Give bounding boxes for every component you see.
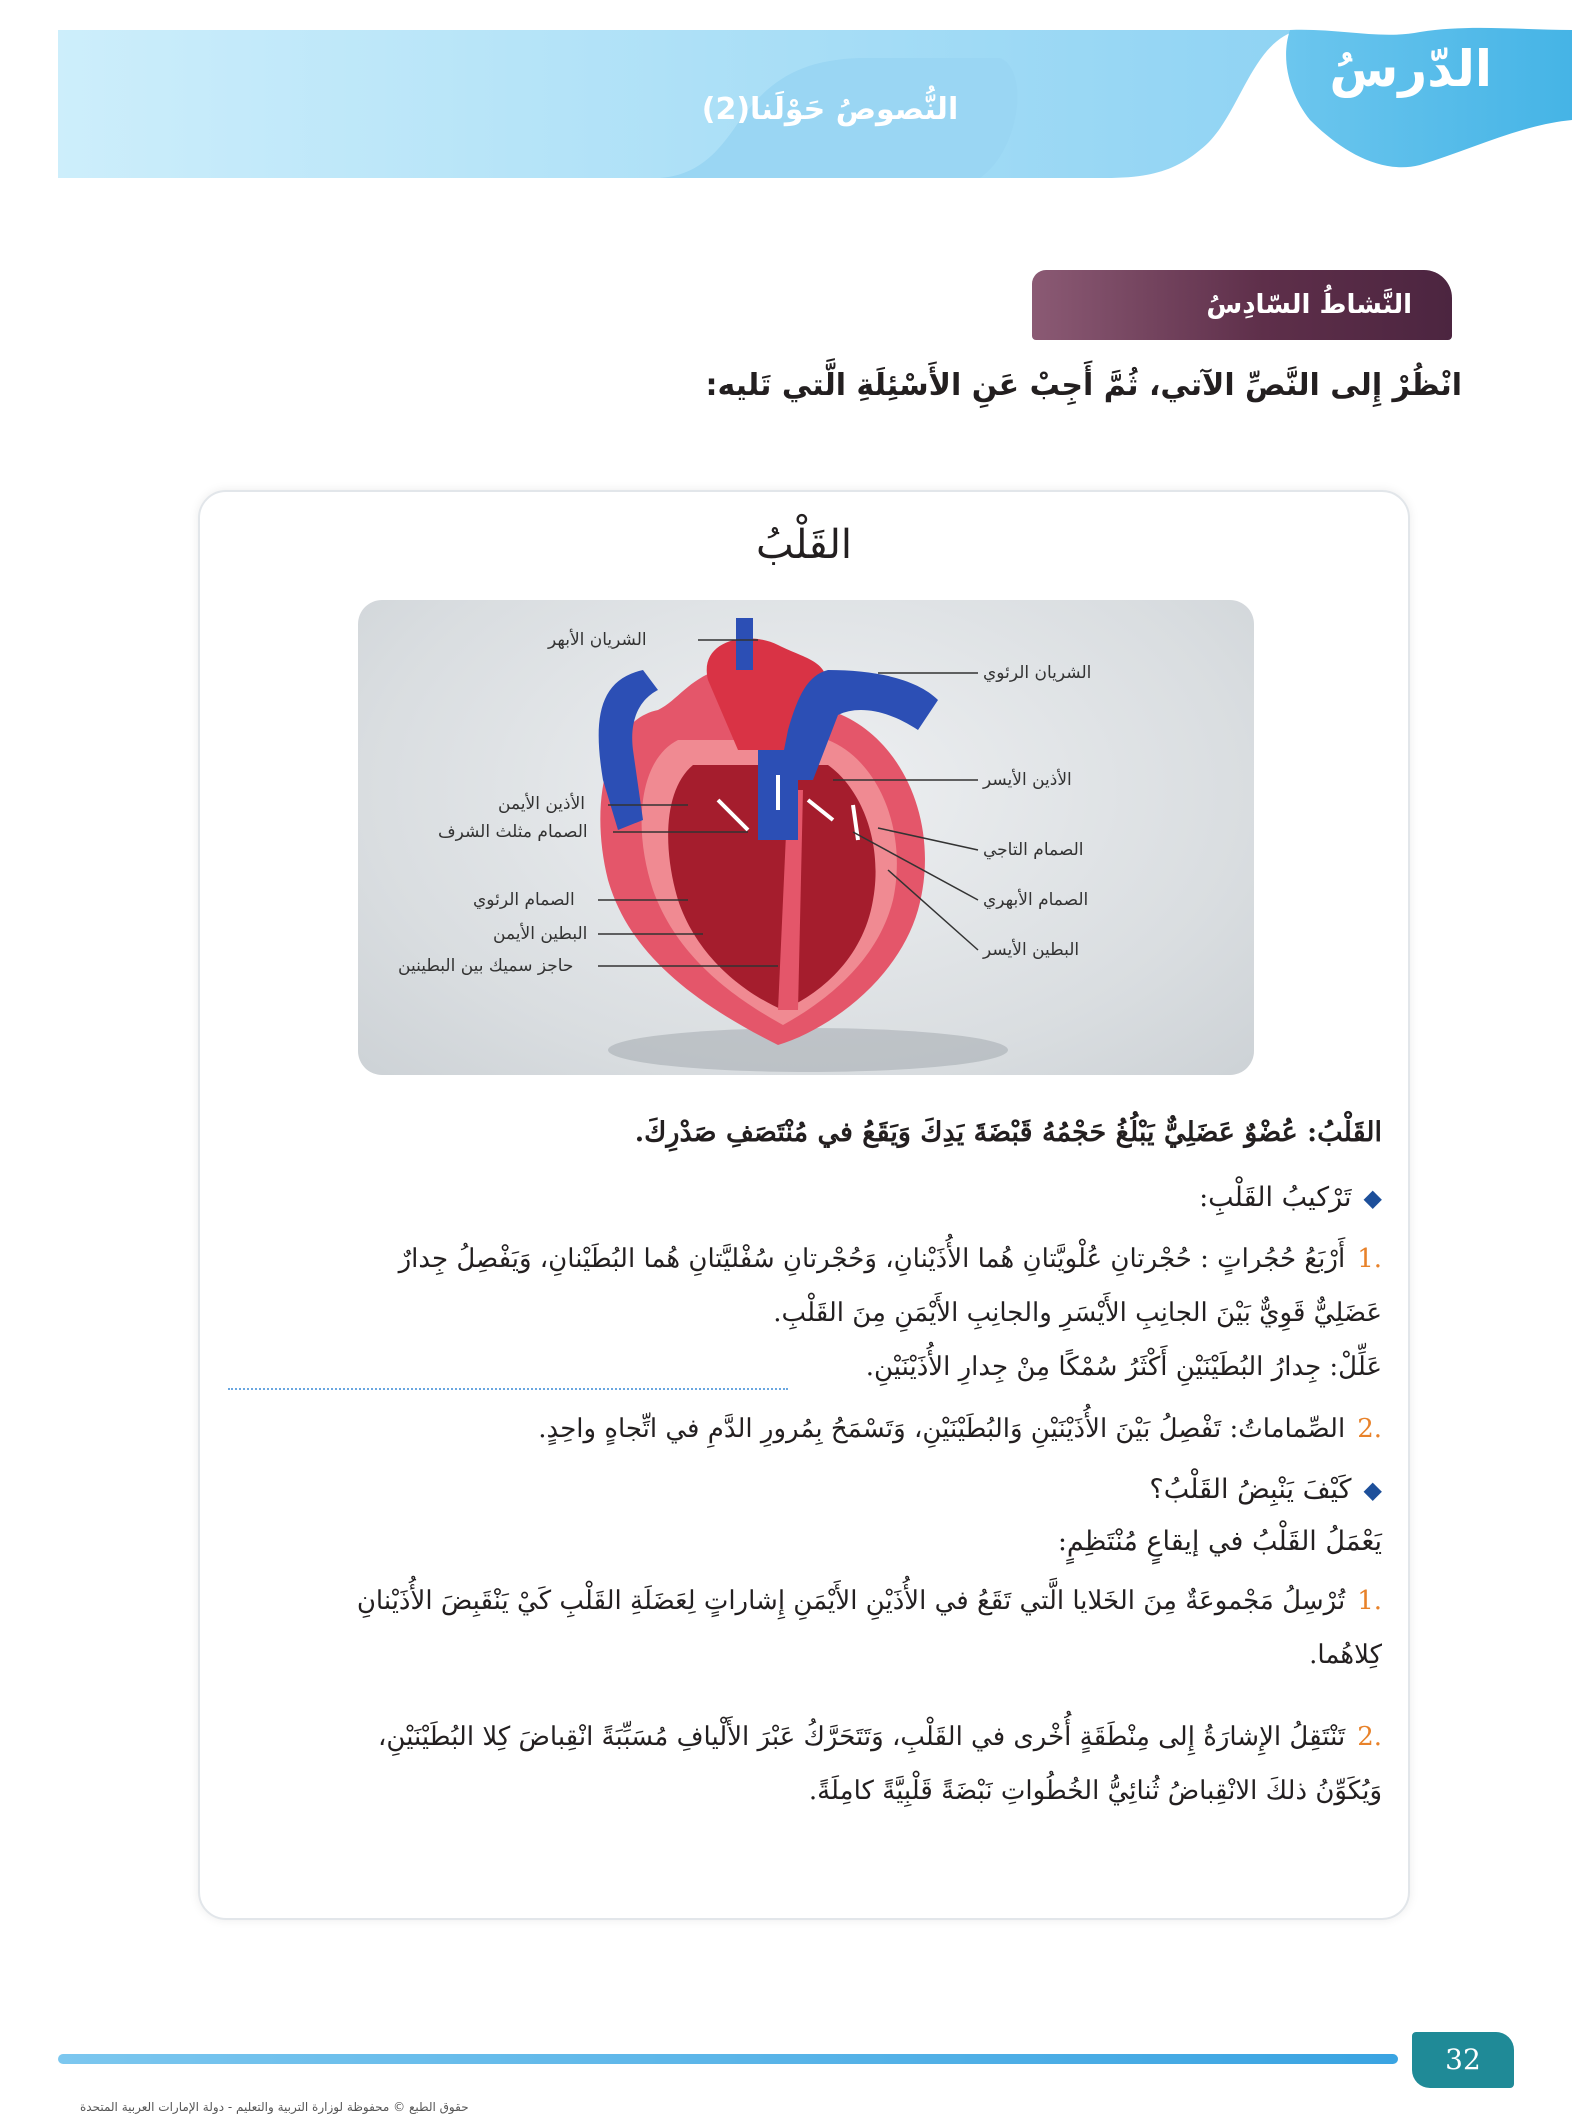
- structure-item-1: [226, 1232, 1382, 1394]
- structure-heading-text: تَرْكيبُ القَلْبِ:: [1199, 1182, 1352, 1213]
- lead-sentence: القَلْبُ: عُضْوٌ عَضَلِيٌّ يَبْلُغُ حَجْمُهُ قَبْضَةَ يَدِكَ وَيَقَعُ في مُنْتَصَفِ صَدْرِكَ.: [634, 1117, 1382, 1148]
- page-number: 32: [1412, 2032, 1514, 2088]
- label-septum: حاجز سميك بين البطينين: [398, 956, 574, 976]
- structure-item-1-line-3: عَلِّلْ: جِدارُ البُطَيْنَيْنِ أَكْثَرُ سُمْكًا مِنْ جِدارِ الأُذَيْنَيْنِ.: [865, 1352, 1382, 1382]
- item-number: .1: [1357, 1586, 1382, 1616]
- lesson-title: النُّصوصُ حَوْلَنا(2): [701, 92, 959, 127]
- beat-item-2: [226, 1710, 1382, 1818]
- label-aorta: الشريان الأبهر: [548, 630, 647, 650]
- label-right-atrium: الأذين الأيمن: [498, 794, 585, 814]
- item-number: .2: [1357, 1722, 1382, 1752]
- answer-dotted-line[interactable]: [228, 1388, 788, 1390]
- label-left-atrium: الأذين الأيسر: [983, 770, 1072, 790]
- activity-tag: النَّشاطُ السّادِسُ: [1032, 270, 1452, 340]
- label-pulmonary-valve: الصمام الرئوي: [473, 890, 575, 910]
- activity-instruction: انْظُرْ إِلى النَّصِّ الآتي، ثُمَّ أَجِبْ عَنِ الأَسْئِلَةِ الَّتي تَليه:: [705, 368, 1462, 403]
- label-mitral-valve: الصمام التاجي: [983, 840, 1084, 860]
- structure-item-1-line-1: .1أَرْبَعُ حُجُراتٍ : حُجْرتانِ عُلْويَّتانِ هُما الأُذَيْنانِ، وَحُجْرتانِ سُفْليَّتانِ هُما البُطَيْنانِ، وَيَفْصِلُ جِدارٌ: [398, 1244, 1382, 1274]
- beat-item-1-line-1: .1تُرْسِلُ مَجْموعَةٌ مِنَ الخَلايا الَّتي تَقَعُ في الأُذَيْنِ الأَيْمَنِ إِشاراتٍ لِعَضَلَةِ القَلْبِ كَيْ يَنْقَبِضَ الأُذَيْنانِ: [356, 1586, 1382, 1616]
- beat-item-1: [226, 1574, 1382, 1682]
- structure-item-2: .2الصِّماماتُ: تَفْصِلُ بَيْنَ الأُذَيْنَيْنِ وَالبُطَيْنَيْنِ، وَتَسْمَحُ بِمُرورِ الدَّمِ في اتِّجاهٍ واحِدٍ.: [538, 1414, 1382, 1444]
- beat-item-2-line-1: .2تَنْتَقِلُ الإِشارَةُ إِلى مِنْطَقَةٍ أُخْرى في القَلْبِ، وَتَتَحَرَّكُ عَبْرَ الأَلْيافِ مُسَبِّبَةً انْقِباضَ كِلا البُطَيْنَيْنِ،: [378, 1722, 1382, 1752]
- diamond-icon: ◆: [1363, 1184, 1382, 1212]
- copyright-notice: حقوق الطبع © محفوظة لوزارة التربية والتعليم - دولة الإمارات العربية المتحدة: [80, 2100, 469, 2114]
- beat-intro: يَعْمَلُ القَلْبُ في إيقاعٍ مُنْتَظِمٍ:: [1057, 1526, 1382, 1557]
- lesson-label: الدّرسُ: [1329, 40, 1492, 98]
- structure-item-1-line-2: عَضَلِيٌّ قَوِيٌّ بَيْنَ الجانِبِ الأَيْسَرِ والجانِبِ الأَيْمَنِ مِنَ القَلْبِ.: [773, 1298, 1382, 1328]
- structure-heading: [226, 1182, 1382, 1213]
- text-card: [198, 490, 1410, 1920]
- beat-item-2-line-2: وَيُكَوِّنُ ذلكَ الانْقِباضُ ثُنائِيُّ الخُطُواتِ نَبْضَةً قَلْبِيَّةً كامِلَةً.: [808, 1776, 1382, 1806]
- heart-diagram: [358, 600, 1254, 1075]
- label-pulmonary-artery: الشريان الرئوي: [983, 663, 1092, 683]
- label-left-ventricle: البطين الأيسر: [983, 940, 1080, 960]
- label-tricuspid-valve: الصمام مثلث الشرف: [438, 822, 588, 842]
- footer-bar: [58, 2054, 1398, 2064]
- item-number: .1: [1357, 1244, 1382, 1274]
- beat-heading: [226, 1474, 1382, 1505]
- label-aortic-valve: الصمام الأبهري: [983, 890, 1089, 910]
- beat-heading-text: كَيْفَ يَنْبِضُ القَلْبُ؟: [1149, 1474, 1352, 1505]
- card-title: القَلْبُ: [755, 522, 853, 568]
- label-right-ventricle: البطين الأيمن: [493, 924, 588, 944]
- beat-item-1-line-2: كِلاهُما.: [1309, 1640, 1382, 1670]
- item-number: .2: [1357, 1414, 1382, 1444]
- diamond-icon: ◆: [1363, 1476, 1382, 1504]
